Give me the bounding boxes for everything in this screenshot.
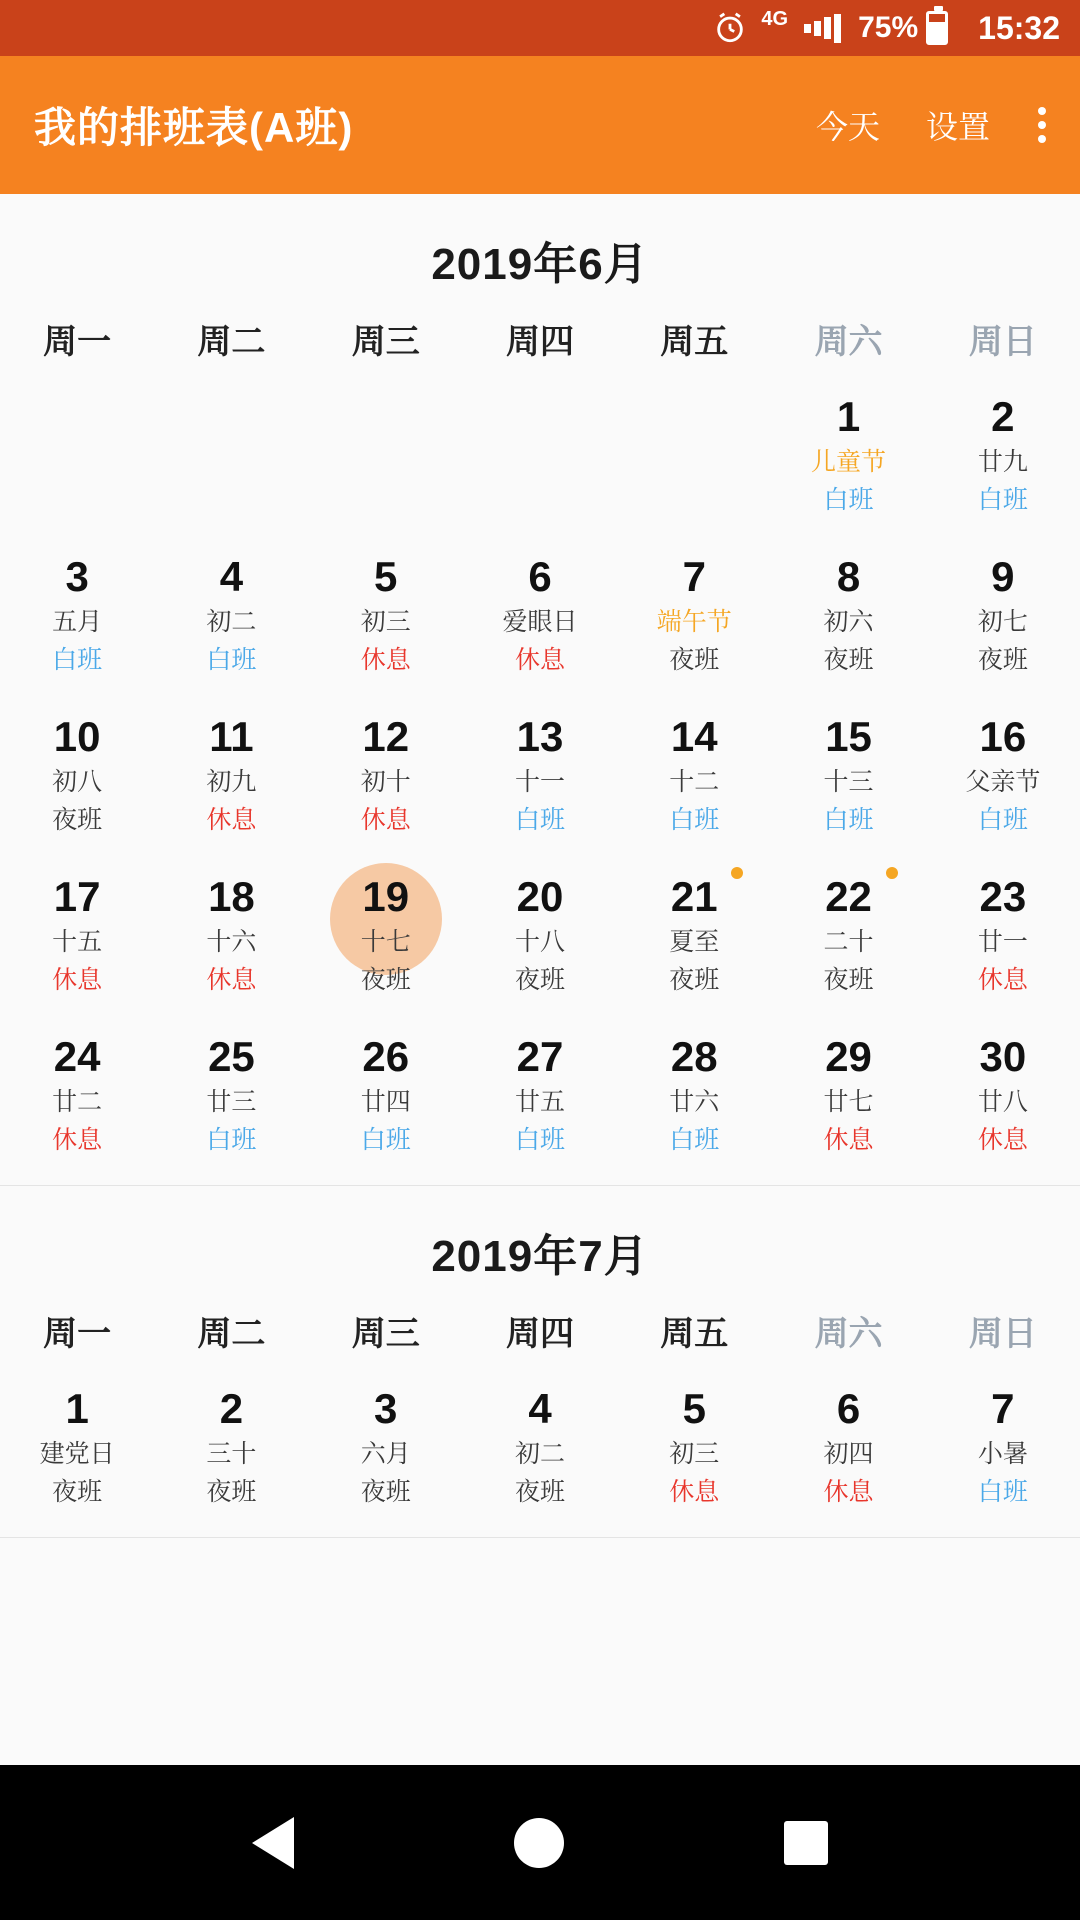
day-number: 10 (53, 713, 101, 760)
day-lunar-label: 儿童节 (811, 448, 887, 476)
day-shift-label: 夜班 (514, 966, 565, 994)
calendar-day-cell[interactable] (0, 859, 154, 1019)
day-shift-label: 休息 (514, 646, 565, 674)
day-lunar-label: 建党日 (39, 1440, 115, 1468)
day-lunar-label: 十三 (823, 768, 874, 796)
day-shift-label: 休息 (360, 646, 411, 674)
calendar-day-cell[interactable] (771, 1371, 925, 1531)
day-lunar-label: 廿八 (977, 1088, 1028, 1116)
day-shift-label: 夜班 (669, 966, 720, 994)
day-shift-label: 白班 (823, 806, 874, 834)
day-lunar-label: 初三 (669, 1440, 720, 1468)
day-lunar-label: 初二 (514, 1440, 565, 1468)
day-number: 20 (516, 873, 564, 920)
calendar-day-cell[interactable] (463, 539, 617, 699)
day-number: 24 (53, 1033, 101, 1080)
system-navigation-bar (0, 1765, 1080, 1920)
status-bar (0, 0, 1080, 56)
day-lunar-label: 十二 (669, 768, 720, 796)
weekday-header (0, 1306, 1080, 1371)
day-lunar-label: 初十 (360, 768, 411, 796)
calendar-day-cell[interactable] (926, 1371, 1080, 1531)
month-grid (0, 379, 1080, 1179)
day-lunar-label: 廿七 (823, 1088, 874, 1116)
calendar-day-cell[interactable] (771, 379, 925, 539)
status-clock (962, 10, 1060, 47)
day-number: 6 (528, 553, 552, 600)
calendar-day-cell[interactable] (0, 699, 154, 859)
calendar-day-cell[interactable] (309, 539, 463, 699)
calendar-day-cell[interactable] (463, 1371, 617, 1531)
day-shift-label: 白班 (823, 486, 874, 514)
month-grid (0, 1371, 1080, 1531)
day-lunar-label: 夏至 (669, 928, 720, 956)
calendar-day-cell[interactable] (771, 859, 925, 1019)
calendar-day-cell[interactable] (926, 699, 1080, 859)
day-shift-label: 白班 (977, 486, 1028, 514)
day-lunar-label: 小暑 (977, 1440, 1028, 1468)
event-dot-icon (731, 867, 743, 879)
weekday-header (0, 314, 1080, 379)
day-shift-label: 夜班 (360, 1478, 411, 1506)
day-number: 2 (219, 1385, 244, 1432)
calendar-day-cell[interactable] (309, 1371, 463, 1531)
day-shift-label: 白班 (669, 1126, 720, 1154)
today-button[interactable]: 今天 (815, 109, 880, 145)
calendar-scroll-area[interactable] (0, 194, 1080, 1765)
day-lunar-label: 初七 (977, 608, 1028, 636)
calendar-day-cell[interactable] (309, 1019, 463, 1179)
month-title: 2019年6月 (431, 240, 649, 289)
calendar-day-cell[interactable] (309, 699, 463, 859)
day-lunar-label: 端午节 (656, 608, 732, 636)
day-lunar-label: 十七 (360, 928, 411, 956)
event-dot-icon (886, 867, 898, 879)
day-number: 12 (362, 713, 410, 760)
calendar-day-cell[interactable] (0, 539, 154, 699)
battery-icon (926, 11, 948, 45)
day-lunar-label: 廿九 (977, 448, 1028, 476)
day-shift-label: 休息 (823, 1478, 874, 1506)
weekday-label-3: 周四 (505, 323, 574, 361)
calendar-day-cell[interactable] (771, 699, 925, 859)
section-divider (0, 1537, 1080, 1538)
calendar-day-cell[interactable] (0, 1019, 154, 1179)
day-lunar-label: 初四 (823, 1440, 874, 1468)
day-number: 4 (219, 553, 244, 600)
day-shift-label: 休息 (823, 1126, 874, 1154)
day-shift-label: 白班 (669, 806, 720, 834)
day-lunar-label: 初九 (206, 768, 257, 796)
day-number: 1 (65, 1385, 89, 1432)
calendar-day-cell[interactable] (463, 859, 617, 1019)
calendar-day-cell[interactable] (617, 699, 771, 859)
day-number: 23 (979, 873, 1027, 920)
day-number: 27 (516, 1033, 564, 1080)
day-shift-label: 夜班 (52, 806, 103, 834)
day-shift-label: 休息 (52, 966, 103, 994)
day-lunar-label: 初六 (823, 608, 874, 636)
calendar-day-cell[interactable] (617, 539, 771, 699)
day-number: 7 (682, 553, 706, 600)
weekday-label-2: 周三 (351, 1315, 420, 1353)
calendar-day-cell[interactable] (926, 379, 1080, 539)
day-lunar-label: 廿四 (360, 1088, 411, 1116)
clock-text: 15:32 (978, 9, 1060, 46)
day-shift-label: 休息 (52, 1126, 103, 1154)
day-lunar-label: 廿二 (52, 1088, 103, 1116)
calendar-day-cell[interactable] (926, 859, 1080, 1019)
signal-bars-icon (804, 13, 844, 43)
weekday-label-0: 周一 (43, 1315, 112, 1353)
day-shift-label: 夜班 (52, 1478, 103, 1506)
day-shift-label: 休息 (360, 806, 411, 834)
settings-button[interactable]: 设置 (925, 109, 990, 145)
calendar-day-cell[interactable] (771, 539, 925, 699)
nav-recents-icon[interactable] (784, 1821, 828, 1865)
day-number: 8 (836, 553, 861, 600)
day-shift-label: 夜班 (206, 1478, 257, 1506)
weekday-label-5: 周六 (814, 323, 883, 361)
alarm-icon (713, 11, 747, 45)
day-number: 22 (825, 873, 872, 920)
day-shift-label: 夜班 (823, 966, 874, 994)
day-lunar-label: 十八 (514, 928, 565, 956)
day-shift-label: 白班 (514, 1126, 565, 1154)
day-shift-label: 休息 (977, 966, 1028, 994)
weekday-label-1: 周二 (197, 323, 266, 361)
calendar-day-cell[interactable] (154, 859, 308, 1019)
day-shift-label: 白班 (206, 1126, 257, 1154)
day-number: 7 (991, 1385, 1015, 1432)
calendar-day-cell[interactable] (617, 1371, 771, 1531)
calendar-day-cell[interactable] (154, 699, 308, 859)
day-shift-label: 休息 (669, 1478, 720, 1506)
day-number: 26 (362, 1033, 410, 1080)
day-number: 13 (516, 713, 564, 760)
day-lunar-label: 廿六 (669, 1088, 720, 1116)
calendar-day-cell[interactable] (0, 1371, 154, 1531)
day-number: 16 (979, 713, 1027, 760)
month-title: 2019年7月 (431, 1232, 649, 1281)
app-bar (0, 56, 1080, 194)
battery-percent-text: 75% (858, 11, 919, 44)
day-number: 19 (362, 873, 410, 920)
calendar-day-cell[interactable] (463, 1019, 617, 1179)
weekday-label-6: 周日 (968, 1315, 1037, 1353)
day-number: 18 (208, 873, 255, 920)
day-shift-label: 白班 (514, 806, 565, 834)
calendar-day-cell[interactable] (463, 699, 617, 859)
day-shift-label: 白班 (360, 1126, 411, 1154)
day-lunar-label: 父亲节 (965, 768, 1041, 796)
day-lunar-label: 五月 (52, 608, 103, 636)
day-number: 3 (374, 1385, 398, 1432)
day-shift-label: 白班 (977, 806, 1028, 834)
day-lunar-label: 六月 (360, 1440, 411, 1468)
overflow-menu-icon[interactable] (1038, 104, 1046, 146)
weekday-label-3: 周四 (505, 1315, 574, 1353)
battery-percent (858, 11, 948, 45)
day-lunar-label: 十六 (206, 928, 257, 956)
day-number: 21 (670, 873, 718, 920)
day-shift-label: 白班 (206, 646, 257, 674)
weekday-label-2: 周三 (351, 323, 420, 361)
day-lunar-label: 十一 (514, 768, 565, 796)
day-lunar-label: 廿三 (206, 1088, 257, 1116)
day-shift-label: 夜班 (669, 646, 720, 674)
day-number: 3 (65, 553, 89, 600)
day-number: 4 (528, 1385, 552, 1432)
day-shift-label: 休息 (206, 966, 257, 994)
calendar-day-cell[interactable] (617, 859, 771, 1019)
weekday-label-0: 周一 (43, 323, 112, 361)
day-number: 17 (53, 873, 101, 920)
day-shift-label: 夜班 (823, 646, 874, 674)
day-shift-label: 白班 (977, 1478, 1028, 1506)
day-number: 1 (836, 393, 861, 440)
day-shift-label: 夜班 (360, 966, 411, 994)
network-type-text: 4G (761, 8, 789, 30)
calendar-day-cell[interactable] (154, 1371, 308, 1531)
day-lunar-label: 初三 (360, 608, 411, 636)
day-shift-label: 白班 (52, 646, 103, 674)
day-number: 5 (374, 553, 398, 600)
calendar-day-cell[interactable] (771, 1019, 925, 1179)
weekday-label-6: 周日 (968, 323, 1037, 361)
day-shift-label: 夜班 (977, 646, 1028, 674)
day-number: 2 (991, 393, 1015, 440)
day-lunar-label: 廿一 (977, 928, 1028, 956)
calendar-day-cell[interactable] (309, 859, 463, 1019)
calendar-day-cell[interactable] (926, 1019, 1080, 1179)
day-lunar-label: 三十 (206, 1440, 257, 1468)
day-number: 30 (979, 1033, 1027, 1080)
day-lunar-label: 爱眼日 (502, 608, 578, 636)
nav-home-icon[interactable] (514, 1818, 564, 1868)
day-number: 11 (209, 713, 254, 760)
day-lunar-label: 初八 (52, 768, 103, 796)
day-number: 6 (836, 1385, 861, 1432)
month-section (0, 1186, 1080, 1538)
day-lunar-label: 初二 (206, 608, 257, 636)
day-number: 5 (682, 1385, 706, 1432)
calendar-day-cell[interactable] (617, 1019, 771, 1179)
day-number: 15 (825, 713, 872, 760)
weekday-label-1: 周二 (197, 1315, 266, 1353)
day-lunar-label: 十五 (52, 928, 103, 956)
day-shift-label: 休息 (977, 1126, 1028, 1154)
nav-back-icon[interactable] (252, 1817, 294, 1869)
calendar-day-cell[interactable] (154, 539, 308, 699)
network-type-label (761, 8, 790, 38)
weekday-label-4: 周五 (660, 323, 729, 361)
calendar-day-cell[interactable] (926, 539, 1080, 699)
weekday-label-4: 周五 (660, 1315, 729, 1353)
day-shift-label: 夜班 (514, 1478, 565, 1506)
page-title: 我的排班表(A班) (34, 104, 354, 151)
day-lunar-label: 廿五 (514, 1088, 565, 1116)
day-number: 14 (670, 713, 718, 760)
day-shift-label: 休息 (206, 806, 257, 834)
weekday-label-5: 周六 (814, 1315, 883, 1353)
day-lunar-label: 二十 (823, 928, 874, 956)
day-number: 25 (208, 1033, 255, 1080)
day-number: 29 (825, 1033, 872, 1080)
day-number: 9 (991, 553, 1015, 600)
month-section (0, 194, 1080, 1186)
calendar-day-cell[interactable] (154, 1019, 308, 1179)
day-number: 28 (670, 1033, 718, 1080)
